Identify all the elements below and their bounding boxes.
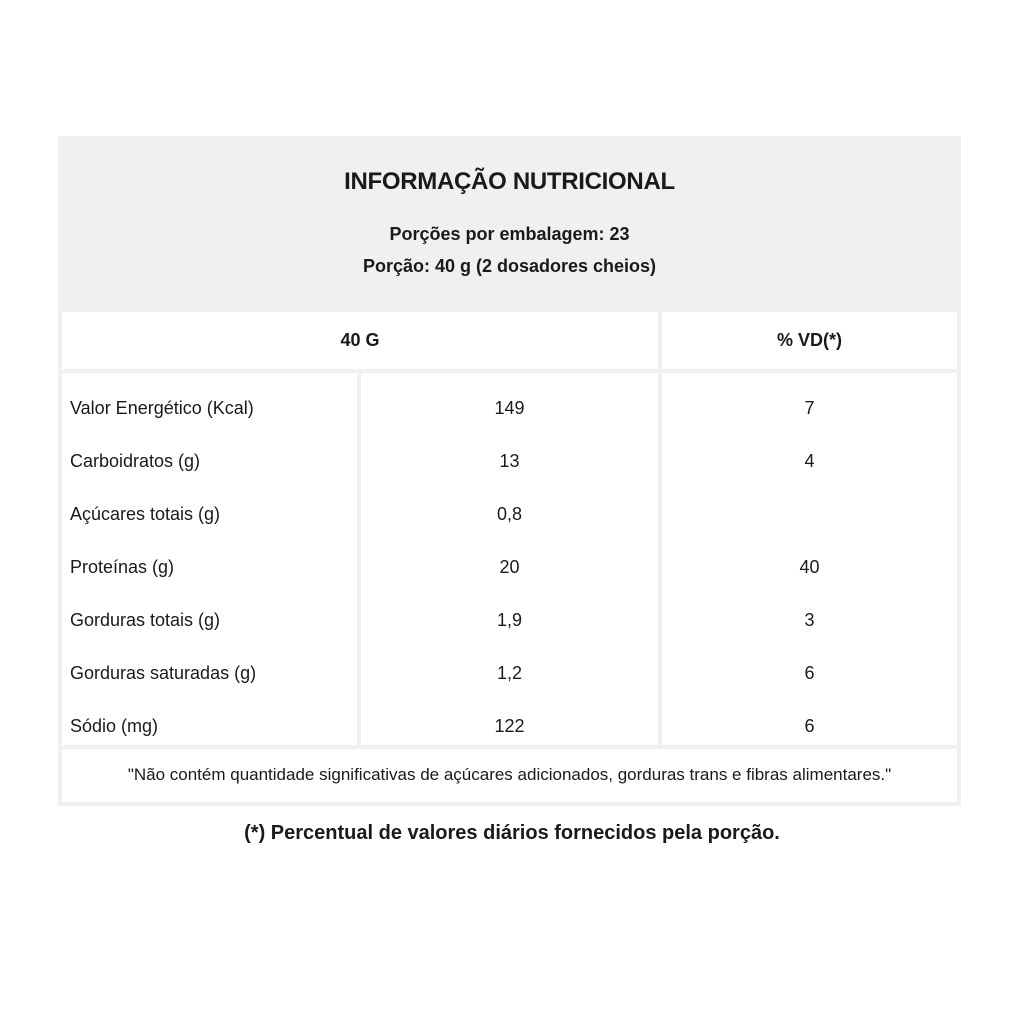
nutrient-name: Valor Energético (Kcal)	[70, 398, 254, 418]
nutrient-name: Açúcares totais (g)	[70, 504, 221, 524]
nutrient-vd: 40	[799, 557, 820, 577]
nutrient-amount: 13	[499, 451, 520, 471]
nutrient-name: Gorduras saturadas (g)	[70, 663, 257, 683]
nutrient-name: Sódio (mg)	[70, 716, 159, 736]
nutrient-amount: 122	[494, 716, 525, 736]
nutrient-amount: 149	[494, 398, 525, 418]
table-note	[62, 749, 957, 802]
nutrition-table	[58, 136, 961, 806]
amount-column	[361, 373, 658, 745]
serving-size: Porção: 40 g (2 dosadores cheios)	[362, 256, 657, 276]
portions-per-package: Porções por embalagem: 23	[389, 224, 630, 244]
nutrient-vd: 7	[804, 398, 815, 418]
nutrient-name-column	[62, 373, 357, 745]
vd-header-label: % VD(*)	[776, 330, 842, 350]
vd-column	[662, 373, 957, 745]
vd-column-header	[662, 312, 957, 369]
nutrient-amount: 1,9	[496, 610, 523, 630]
nutrient-vd: 6	[804, 716, 815, 736]
nutrient-vd	[662, 488, 957, 541]
nutrient-name: Gorduras totais (g)	[70, 610, 221, 630]
footnote: (*) Percentual de valores diários fornecidos pela porção.	[244, 822, 780, 844]
nutrient-vd: 6	[804, 663, 815, 683]
table-header	[58, 136, 961, 308]
nutrient-amount: 0,8	[496, 504, 523, 524]
nutrient-vd: 3	[804, 610, 815, 630]
nutrient-vd: 4	[804, 451, 815, 471]
nutrient-amount: 20	[499, 557, 520, 577]
table-title: INFORMAÇÃO NUTRICIONAL	[344, 168, 675, 195]
nutrient-name: Proteínas (g)	[70, 557, 175, 577]
nutrient-amount: 1,2	[496, 663, 523, 683]
nutrient-name: Carboidratos (g)	[70, 451, 201, 471]
note-text: "Não contém quantidade significativas de açúcares adicionados, gorduras trans e fibras alimentares."	[127, 765, 892, 784]
amount-column-header	[62, 312, 658, 369]
amount-header-label: 40 G	[340, 330, 380, 350]
